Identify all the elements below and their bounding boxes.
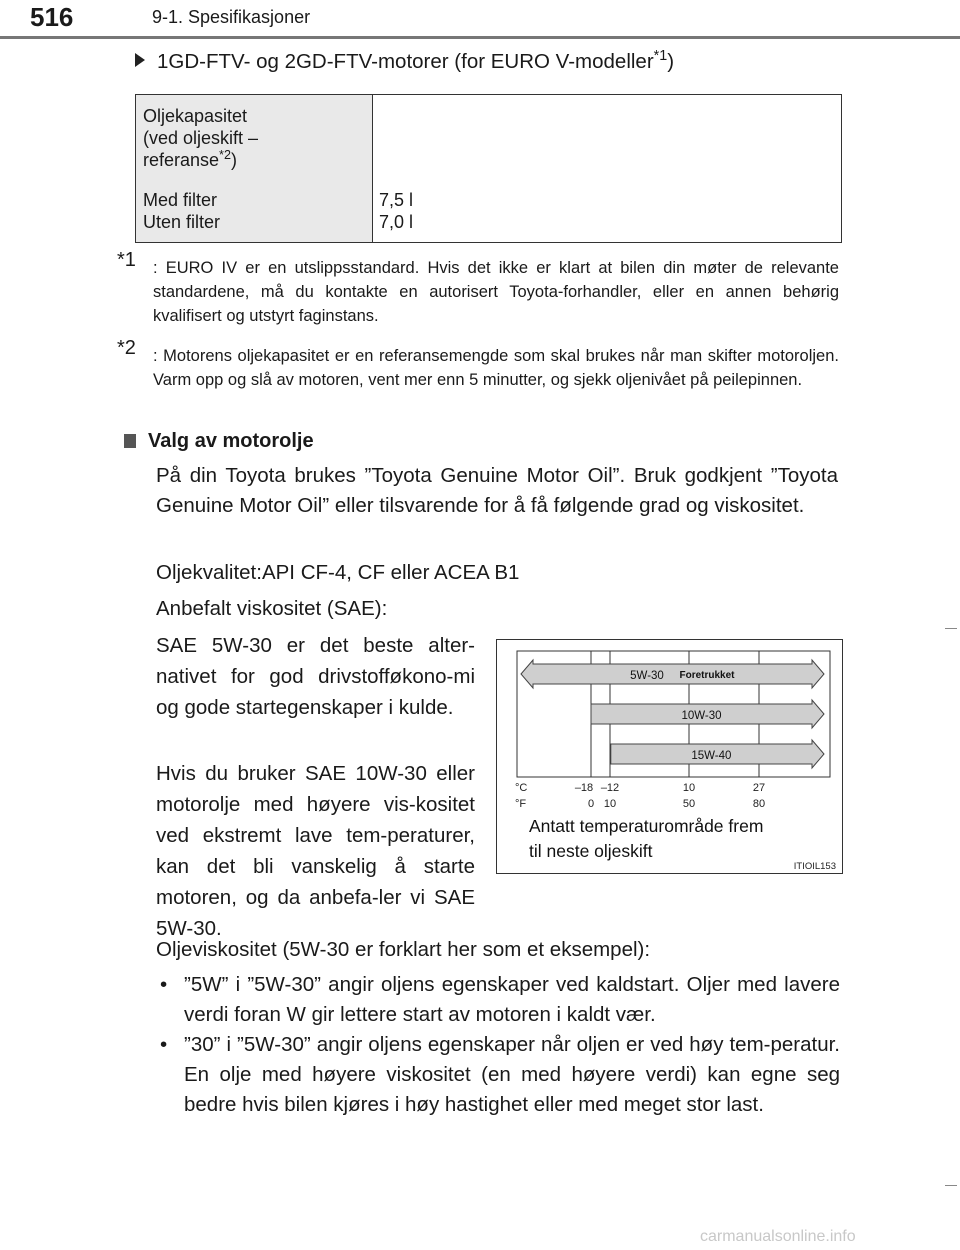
bullet-dot-icon: • bbox=[160, 973, 168, 996]
preferred-tag: Foretrukket bbox=[679, 670, 735, 681]
table-row-labels bbox=[143, 189, 220, 233]
oil-selection-heading: Valg av motorolje bbox=[124, 430, 314, 453]
chart-code: ITIOIL153 bbox=[793, 861, 836, 872]
celsius-tick-label: –18 bbox=[574, 782, 594, 794]
square-bullet-icon bbox=[124, 434, 136, 448]
bar-5w-30 bbox=[521, 660, 824, 688]
bar-label-10w-30: 10W-30 bbox=[681, 710, 722, 722]
bullet-item-5w: • ”5W” i ”5W-30” angir oljens egenskaper ved kaldstart. Oljer med lavere verdi foran W gir lettere start av motoren i kaldt vær. bbox=[156, 970, 840, 1030]
celsius-tick-label: 27 bbox=[752, 782, 766, 794]
bullet-item-30: • ”30” i ”5W-30” angir oljens egenskaper når oljen er ved høy tem-peratur. En olje med høyere viskositet (en med høyere verdi) kan egne seg bedre hvis bilen kjøres i høy hastighet eller med meget stor last. bbox=[156, 1030, 840, 1120]
table-label-line-2: (ved oljeskift – bbox=[143, 128, 259, 148]
bullet-dot-icon: • bbox=[160, 1033, 168, 1056]
celsius-ticks bbox=[575, 782, 765, 794]
celsius-unit-label: °C bbox=[515, 782, 528, 794]
paragraph-oil-quality: Oljekvalitet:API CF-4, CF eller ACEA B1 bbox=[156, 561, 520, 584]
fahrenheit-ticks bbox=[588, 798, 765, 810]
bar-label-5w-30: 5W-30 bbox=[630, 670, 664, 682]
fahrenheit-unit-label: °F bbox=[515, 798, 527, 810]
oil-capacity-table bbox=[135, 94, 842, 243]
header-rule bbox=[0, 36, 960, 39]
chart-bars bbox=[521, 660, 824, 768]
triangle-bullet-icon bbox=[135, 53, 145, 67]
bar-label-15w-40: 15W-40 bbox=[691, 750, 732, 762]
celsius-tick-label: 10 bbox=[682, 782, 696, 794]
footnote-text-2: : Motorens oljekapasitet er en referansemengde som skal brukes når man skifter motoroljen. Varm opp og slå av motoren, vent mer enn 5 minutter, og sjekk oljenivået på peilepinnen. bbox=[153, 347, 839, 389]
chart-caption-line-1: Antatt temperaturområde frem bbox=[529, 816, 764, 836]
table-label bbox=[143, 105, 258, 171]
engine-title-close: ) bbox=[667, 50, 675, 73]
paragraph-viscosity: Anbefalt viskositet (SAE): bbox=[156, 597, 388, 620]
celsius-tick-label: –12 bbox=[600, 782, 620, 794]
row-value-without-filter: 7,0 l bbox=[379, 212, 414, 232]
paragraph-10w30: Hvis du bruker SAE 10W-30 eller motorolje med høyere vis-kositet ved ekstremt lave tem-peraturer, kan det bli vanskelig å starte motoren, og da anbefa-ler vi SAE 5W-30. bbox=[156, 762, 475, 940]
table-label-line-1: Oljekapasitet bbox=[143, 106, 248, 126]
engine-title-text: 1GD-FTV- og 2GD-FTV-motorer (for EURO V-modeller bbox=[157, 50, 654, 73]
fahrenheit-tick-label: 10 bbox=[603, 798, 617, 810]
engine-title bbox=[135, 50, 674, 74]
chart-caption-line-2: til neste oljeskift bbox=[529, 841, 653, 861]
footnote-2: *2 : Motorens oljekapasitet er en referansemengde som skal brukes når man skifter motoroljen. Varm opp og slå av motoren, vent mer enn 5 minutter, og sjekk oljenivået på peilepinnen. bbox=[117, 344, 839, 392]
table-row-values bbox=[379, 189, 413, 233]
viscosity-chart bbox=[496, 639, 843, 874]
footnote-1: *1 : EURO IV er en utslippsstandard. Hvis det ikke er klart at bilen din møter de relevante standardene, må du kontakte en autorisert Toyota-forhandler, eller en annen behørig kvalifisert og utstyrt faginstans. bbox=[117, 256, 839, 328]
row-value-with-filter: 7,5 l bbox=[379, 190, 414, 210]
viscosity-chart-svg bbox=[497, 640, 842, 873]
row-label-with-filter: Med filter bbox=[143, 190, 218, 210]
watermark: carmanualsonline.info bbox=[700, 1228, 856, 1245]
row-label-without-filter: Uten filter bbox=[143, 212, 221, 232]
paragraph-viscosity-example: Oljeviskositet (5W-30 er forklart her som et eksempel): bbox=[156, 938, 651, 961]
footnote-text-1: : EURO IV er en utslippsstandard. Hvis det ikke er klart at bilen din møter de relevante standardene, må du kontakte en autorisert Toyota-forhandler, eller en annen behørig kvalifisert og utstyrt faginstans. bbox=[153, 259, 839, 325]
margin-tick bbox=[945, 1185, 957, 1186]
page-number: 516 bbox=[30, 2, 74, 32]
fahrenheit-tick-label: 0 bbox=[587, 798, 595, 810]
section-header: 9-1. Spesifikasjoner bbox=[152, 7, 311, 27]
paragraph-5w30: SAE 5W-30 er det beste alter-nativet for god drivstofføkono-mi og gode startegenskaper i kulde. bbox=[156, 634, 475, 719]
fahrenheit-tick-label: 80 bbox=[752, 798, 766, 810]
paragraph-genuine-oil: På din Toyota brukes ”Toyota Genuine Motor Oil”. Bruk godkjent ”Toyota Genuine Motor Oil” eller tilsvarende for å få følgende grad og viskositet. bbox=[156, 464, 838, 517]
table-label-line-3: referanse$^{*2}$) bbox=[143, 148, 237, 170]
fahrenheit-tick-label: 50 bbox=[682, 798, 696, 810]
engine-title-sup: *1 bbox=[653, 48, 668, 65]
margin-tick bbox=[945, 628, 957, 629]
